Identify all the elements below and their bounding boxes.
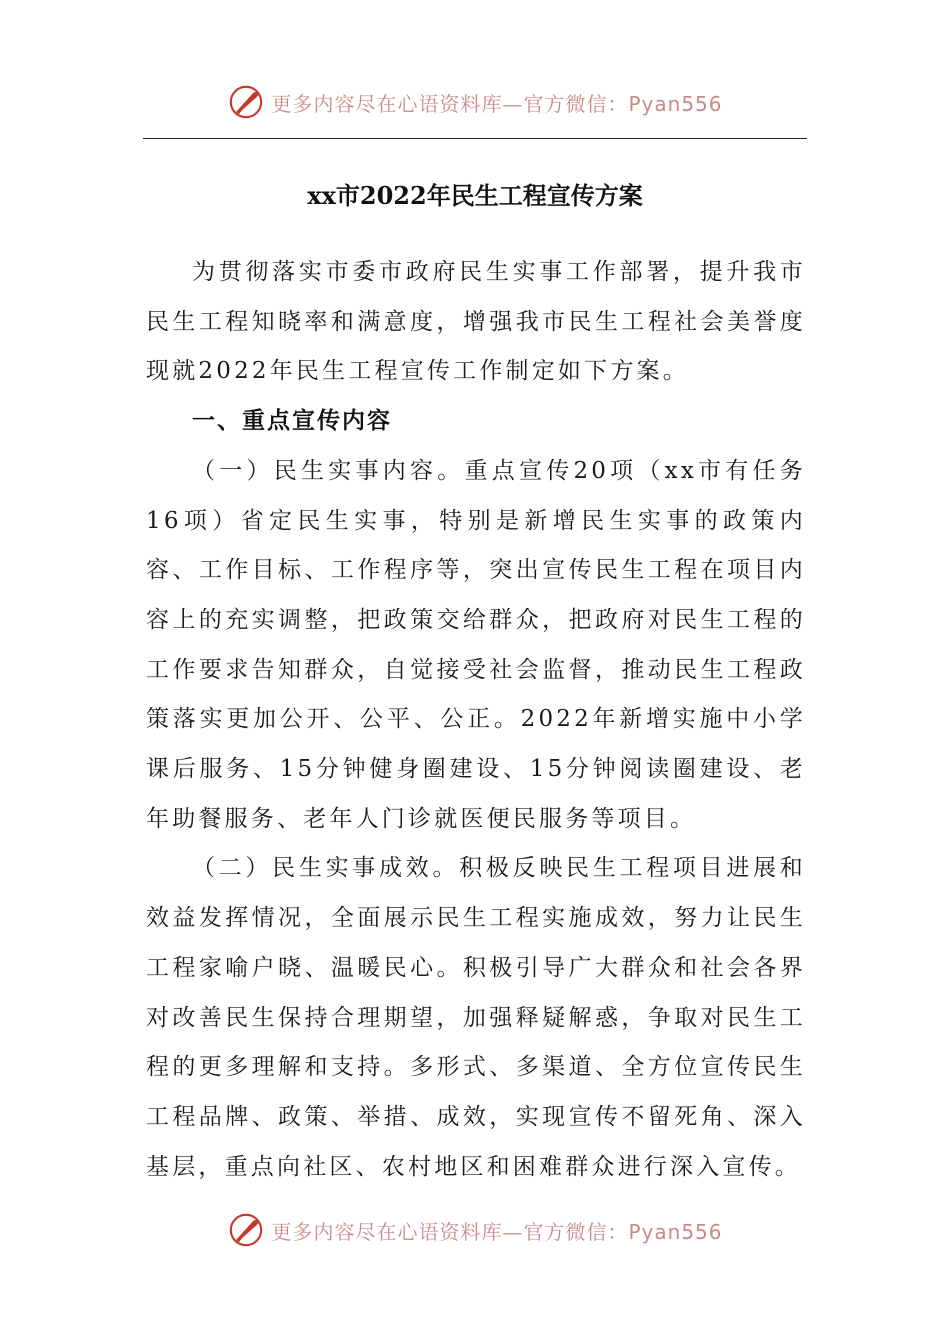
quill-logo-icon <box>227 1211 265 1249</box>
section-heading: 一、重点宣传内容 <box>192 408 392 435</box>
watermark-header <box>0 80 950 124</box>
wechat-id: Pyan556 <box>628 91 723 116</box>
paragraph-livelihood-results: （二）民生实事成效。积极反映民生工程项目进展和效益发挥情况，全面展示民生工程实施成效，努力让民生工程家喻户晓、温暖民心。积极引导广大群众和社会各界对改善民生保持合理期望，加强释疑解惑，争取对民生工程的更多理解和支持。多形式、多渠道、全方位宣传民生工程品牌、政策、举措、成效，实现宣传不留死角、深入基层，重点向社区、农村地区和困难群众进行深入宣传。 <box>146 855 806 1180</box>
watermark-text: 更多内容尽在心语资料库—官方微信：Pyan556 <box>271 1219 723 1244</box>
watermark-text: 更多内容尽在心语资料库—官方微信：Pyan556 <box>271 91 723 116</box>
paragraph-livelihood-content: （一）民生实事内容。重点宣传20项（xx市有任务16项）省定民生实事，特别是新增民生实事的政策内容、工作目标、工作程序等，突出宣传民生工程在项目内容上的充实调整，把政策交给群众，把政府对民生工程的工作要求告知群众，自觉接受社会监督，推动民生工程政策落实更加公开、公平、公正。2022年新增实施中小学课后服务、15分钟健身圈建设、15分钟阅读圈建设、老年助餐服务、老年人门诊就医便民服务等项目。 <box>146 457 806 832</box>
document-title: xx市2022年民生工程宣传方案 <box>307 181 643 210</box>
wechat-id: Pyan556 <box>628 1219 723 1244</box>
quill-logo-icon <box>227 83 265 121</box>
watermark-footer <box>0 1208 950 1252</box>
intro-paragraph: 为贯彻落实市委市政府民生实事工作部署，提升我市民生工程知晓率和满意度，增强我市民生工程社会美誉度现就2022年民生工程宣传工作制定如下方案。 <box>146 259 806 385</box>
header-divider <box>143 138 807 139</box>
document-body <box>146 248 806 1192</box>
